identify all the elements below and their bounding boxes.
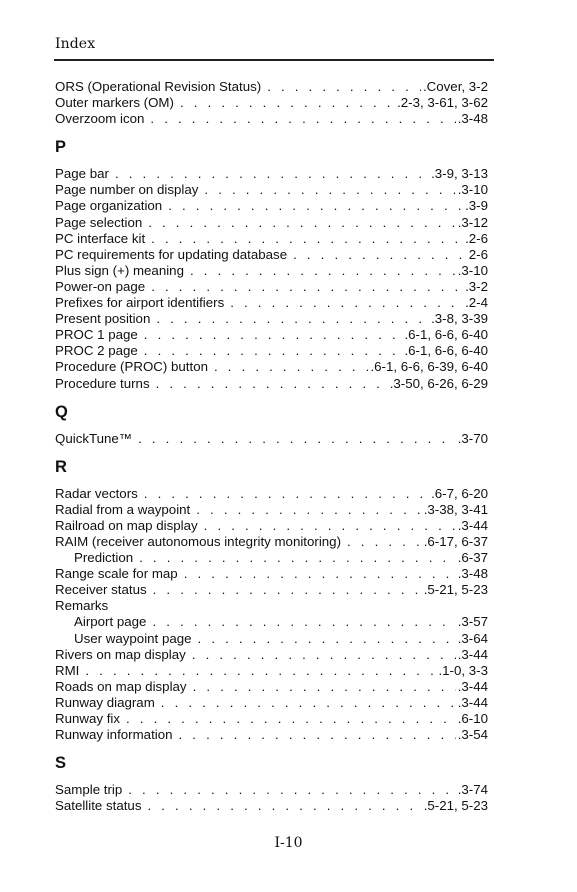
index-pages: .6-10 <box>457 711 488 726</box>
index-entry <box>55 198 488 214</box>
dot-leader <box>139 550 456 566</box>
dot-leader <box>204 518 456 534</box>
index-pages: .3-54 <box>457 727 488 743</box>
index-pages: .3-44 <box>457 678 488 694</box>
index-entry <box>55 798 488 814</box>
index-term: Prefixes for airport identifiers <box>55 295 225 311</box>
index-entry <box>55 582 488 598</box>
index-entry <box>55 263 488 279</box>
index-term: Radar vectors <box>55 485 138 501</box>
index-pages: .3-9, 3-13 <box>431 166 488 182</box>
dot-leader <box>144 486 429 502</box>
dot-leader <box>267 79 421 95</box>
index-term: Runway diagram <box>55 694 155 710</box>
index-pages: .1-0, 3-3 <box>438 662 488 678</box>
index-term: PC interface kit <box>55 230 146 246</box>
index-term: Outer markers (OM) <box>55 95 174 111</box>
index-pages: .5-21, 5-23 <box>423 798 488 814</box>
index-entry <box>55 95 488 111</box>
index-term: Procedure (PROC) button <box>55 359 208 375</box>
index-entry <box>55 647 488 663</box>
index-term: Railroad on map display <box>55 517 198 533</box>
dot-leader <box>150 111 455 127</box>
index-term: Page selection <box>55 214 143 230</box>
index-pages: .3-8, 3-39 <box>431 311 488 327</box>
dot-leader <box>144 327 403 343</box>
header-rule <box>54 59 494 61</box>
index-entry <box>55 663 488 679</box>
index-term: Page organization <box>55 198 163 214</box>
index-entry <box>55 247 488 263</box>
dot-leader <box>193 679 456 695</box>
dot-leader <box>156 311 429 327</box>
dot-leader <box>180 95 395 111</box>
page-number: I-10 <box>274 835 303 851</box>
index-pages: .3-64 <box>457 630 488 646</box>
index-term: PROC 1 page <box>55 327 138 343</box>
page-header-title: Index <box>55 36 96 52</box>
dot-leader <box>148 215 455 231</box>
index-term: Prediction <box>74 550 134 566</box>
dot-leader <box>126 711 456 727</box>
index-entry <box>55 343 488 359</box>
index-entry <box>55 518 488 534</box>
dot-leader <box>161 695 456 711</box>
index-pages: .3-44 <box>457 694 488 710</box>
index-pages: .Cover, 3-2 <box>422 79 488 94</box>
section-letter-r: R <box>55 457 67 476</box>
index-pages: .3-70 <box>457 430 488 446</box>
index-entry <box>55 598 488 614</box>
dot-leader <box>198 631 456 647</box>
index-entry <box>55 566 488 582</box>
index-term: Radial from a waypoint <box>55 501 191 517</box>
index-entry <box>55 166 488 182</box>
index-pages: .6-1, 6-6, 6-39, 6-40 <box>370 359 488 375</box>
index-term: Rivers on map display <box>55 646 186 662</box>
index-term: Page bar <box>55 166 109 182</box>
index-term: PC requirements for updating database <box>55 246 288 262</box>
dot-leader <box>151 279 463 295</box>
dot-leader <box>147 798 421 814</box>
index-term: Runway information <box>55 727 173 743</box>
index-term: Range scale for map <box>55 566 178 582</box>
dot-leader <box>168 198 463 214</box>
index-entry <box>55 111 488 127</box>
index-term: RAIM (receiver autonomous integrity monitoring) <box>55 533 341 549</box>
dot-leader <box>156 376 388 392</box>
dot-leader <box>214 359 368 375</box>
index-pages: .3-50, 6-26, 6-29 <box>389 375 488 391</box>
index-entry <box>55 279 488 295</box>
index-pages: .2-4 <box>465 295 488 311</box>
index-term: Procedure turns <box>55 375 150 391</box>
index-entry <box>55 215 488 231</box>
index-term: PROC 2 page <box>55 343 138 359</box>
index-pages: .6-17, 6-37 <box>423 533 488 549</box>
index-entry <box>55 79 488 95</box>
dot-leader <box>152 614 455 630</box>
dot-leader <box>179 727 456 743</box>
index-term: Overzoom icon <box>55 111 145 127</box>
index-entry <box>55 182 488 198</box>
index-pages: .6-1, 6-6, 6-40 <box>404 327 488 343</box>
index-entry <box>55 311 488 327</box>
index-term: Page number on display <box>55 182 199 198</box>
index-term: Plus sign (+) meaning <box>55 262 184 278</box>
index-entry <box>55 711 488 727</box>
index-entry <box>55 431 488 447</box>
dot-leader <box>115 166 429 182</box>
dot-leader <box>190 263 456 279</box>
index-pages: .2-6 <box>465 230 488 246</box>
dot-leader <box>128 782 455 798</box>
index-term: ORS (Operational Revision Status) <box>55 79 262 94</box>
index-term: Satellite status <box>55 798 142 814</box>
dot-leader <box>153 582 422 598</box>
index-list <box>55 79 488 814</box>
index-entry <box>55 327 488 343</box>
index-pages: 2-6 <box>468 246 488 262</box>
index-pages: .5-21, 5-23 <box>423 582 488 598</box>
index-entry <box>55 782 488 798</box>
index-entry <box>55 376 488 392</box>
index-pages: .3-74 <box>457 782 488 798</box>
index-entry <box>55 502 488 518</box>
dot-leader <box>347 534 422 550</box>
index-term: Remarks <box>55 598 109 614</box>
index-subentry <box>55 550 488 566</box>
dot-leader <box>230 295 463 311</box>
index-pages: .3-10 <box>457 182 488 198</box>
dot-leader <box>184 566 456 582</box>
index-term: Power-on page <box>55 278 146 294</box>
index-term: QuickTune™ <box>55 430 133 446</box>
index-pages: .3-57 <box>457 614 488 630</box>
index-pages: .3-12 <box>457 214 488 230</box>
index-entry <box>55 359 488 375</box>
index-pages: .3-48 <box>457 111 488 127</box>
index-pages: .6-1, 6-6, 6-40 <box>404 343 488 359</box>
index-pages: .3-10 <box>457 262 488 278</box>
index-pages: .3-9 <box>465 198 488 214</box>
index-term: RMI <box>55 662 80 678</box>
dot-leader <box>151 231 463 247</box>
index-subentry <box>55 614 488 630</box>
index-entry <box>55 231 488 247</box>
index-pages: .3-38, 3-41 <box>423 501 488 517</box>
index-entry <box>55 534 488 550</box>
index-term: Present position <box>55 311 151 327</box>
index-pages: .3-48 <box>457 566 488 582</box>
index-term: Airport page <box>74 614 147 630</box>
index-term: Receiver status <box>55 582 147 598</box>
section-letter-p: P <box>55 138 67 157</box>
index-subentry <box>55 631 488 647</box>
index-term: Runway fix <box>55 711 121 726</box>
index-pages: .6-37 <box>457 550 488 566</box>
index-pages: .3-44 <box>457 517 488 533</box>
index-pages: .3-44 <box>457 646 488 662</box>
dot-leader <box>138 431 456 447</box>
index-entry <box>55 486 488 502</box>
dot-leader <box>196 502 421 518</box>
dot-leader <box>293 247 467 263</box>
section-letter-s: S <box>55 754 67 773</box>
dot-leader <box>204 182 455 198</box>
index-entry <box>55 727 488 743</box>
dot-leader <box>85 663 436 679</box>
index-pages: .6-7, 6-20 <box>431 485 488 501</box>
index-term: Roads on map display <box>55 678 187 694</box>
dot-leader <box>144 343 403 359</box>
dot-leader <box>192 647 456 663</box>
index-term: User waypoint page <box>74 630 192 646</box>
index-entry <box>55 295 488 311</box>
section-letter-q: Q <box>55 402 68 421</box>
index-term: Sample trip <box>55 782 123 798</box>
index-entry <box>55 695 488 711</box>
index-pages: .2-3, 3-61, 3-62 <box>397 95 488 111</box>
index-entry <box>55 679 488 695</box>
index-pages: .3-2 <box>465 278 488 294</box>
